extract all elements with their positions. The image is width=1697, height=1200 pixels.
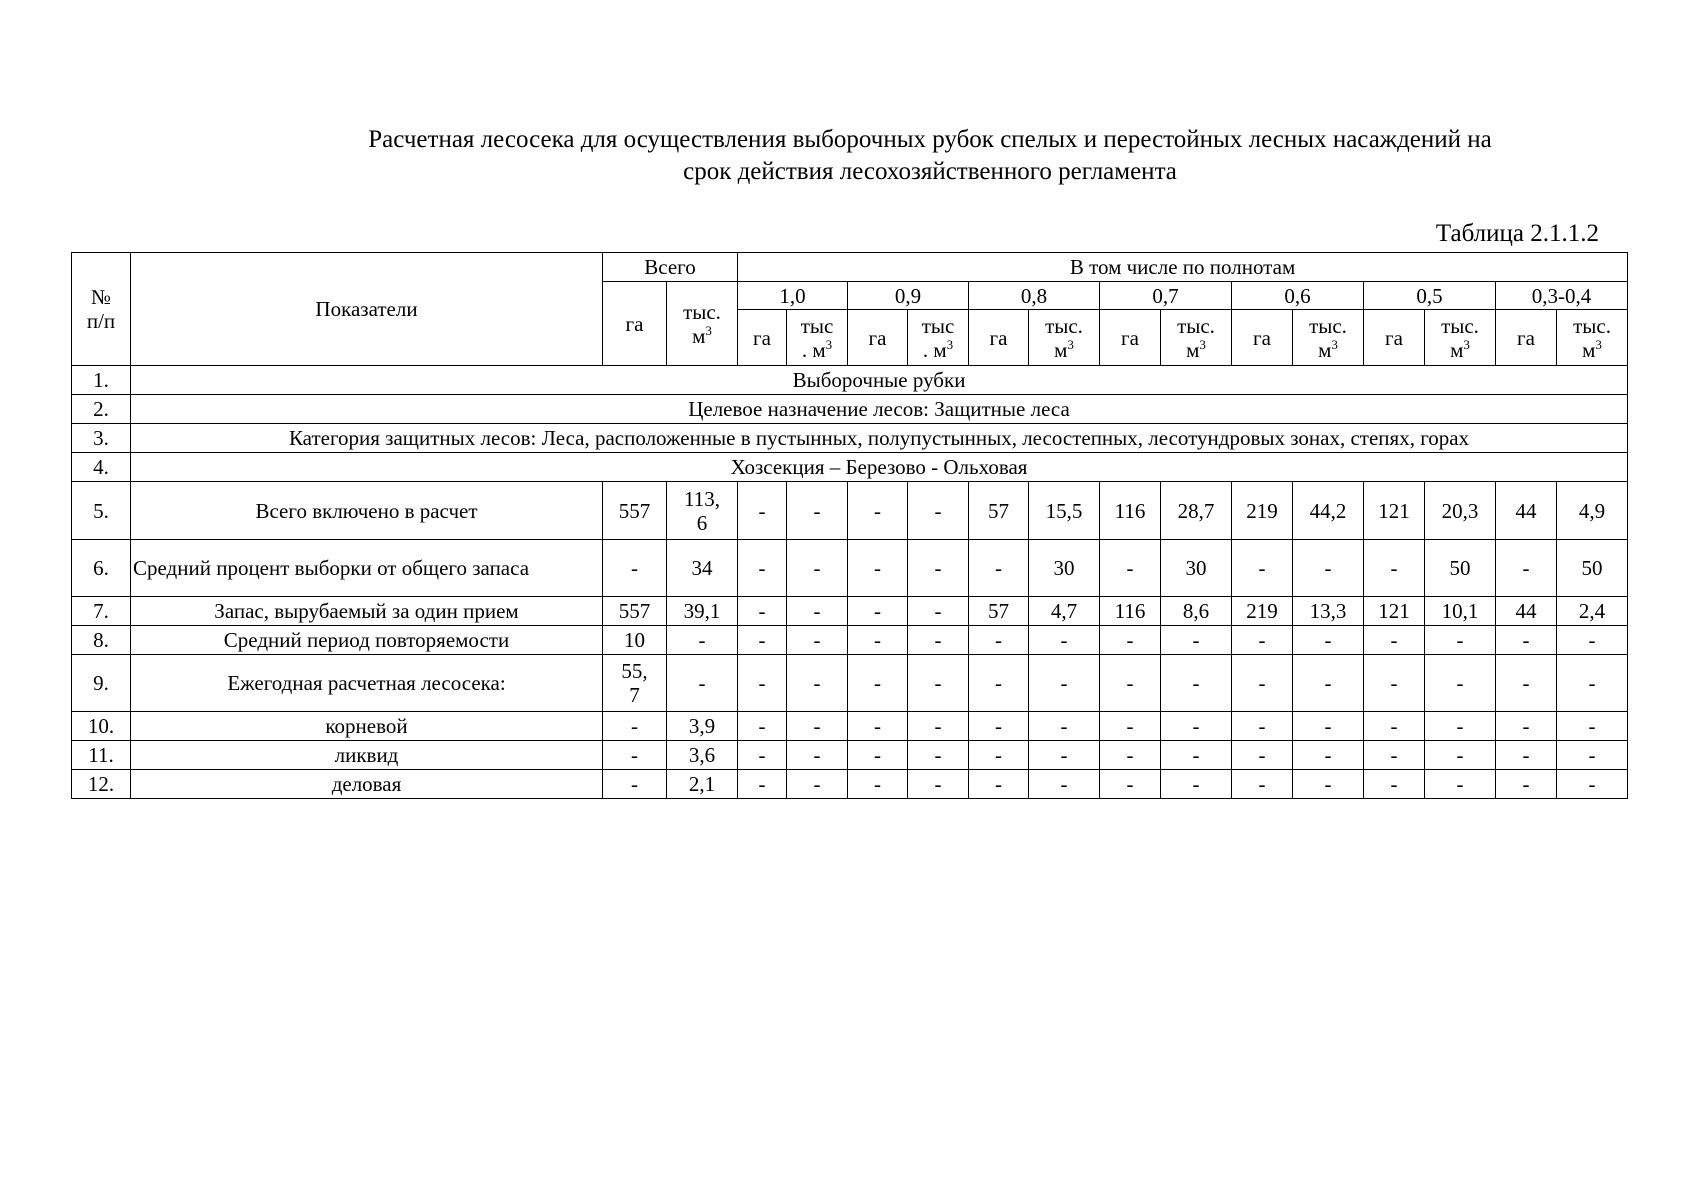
data-cell: -: [787, 741, 848, 770]
row-number: 7.: [72, 597, 131, 626]
data-cell: -: [1293, 540, 1364, 597]
data-cell: -: [738, 655, 787, 712]
sub-sup: 3: [1067, 336, 1074, 352]
sub-volume: [1293, 310, 1364, 366]
data-cell: -: [1161, 741, 1232, 770]
section-row: [72, 366, 1628, 395]
data-cell: -: [787, 540, 848, 597]
row-label: деловая: [131, 770, 603, 799]
data-cell: -: [1364, 540, 1425, 597]
group-4: 0,7: [1100, 282, 1232, 310]
data-cell: -: [1496, 770, 1557, 799]
data-cell: -: [969, 626, 1029, 655]
table-row: [72, 597, 1628, 626]
data-cell: 219: [1232, 597, 1293, 626]
data-cell: -: [1029, 655, 1100, 712]
data-cell: -: [738, 597, 787, 626]
row-label: Всего включено в расчет: [131, 482, 603, 540]
sub-tys: тыс.: [1573, 313, 1611, 338]
data-cell: -: [1364, 655, 1425, 712]
data-cell: -: [1161, 770, 1232, 799]
header-num: [72, 253, 131, 366]
data-cell: -: [1364, 770, 1425, 799]
row-number: 5.: [72, 482, 131, 540]
sub-m: м: [1450, 337, 1464, 362]
data-cell: -: [1364, 712, 1425, 741]
sub-ga: га: [969, 310, 1029, 366]
header-num-line1: №: [90, 285, 112, 309]
header-including: В том числе по полнотам: [738, 253, 1628, 282]
table-row: [72, 712, 1628, 741]
data-cell: -: [667, 655, 738, 712]
row-number: 1.: [72, 366, 131, 395]
header-unit-tys: тыс.: [683, 299, 721, 324]
sub-volume: [1425, 310, 1496, 366]
table-row: [72, 655, 1628, 712]
data-cell: 44,2: [1293, 482, 1364, 540]
section-row: [72, 453, 1628, 482]
data-cell: -: [1425, 655, 1496, 712]
data-cell: -: [1496, 626, 1557, 655]
data-cell: 8,6: [1161, 597, 1232, 626]
data-cell: -: [848, 712, 908, 741]
sub-volume: [1161, 310, 1232, 366]
sub-volume: [1029, 310, 1100, 366]
data-cell: 4,9: [1557, 482, 1628, 540]
data-cell: 44: [1496, 482, 1557, 540]
data-cell: -: [908, 770, 969, 799]
title-line-2: срок действия лесохозяйственного регламента: [683, 158, 1177, 185]
group-1: 1,0: [738, 282, 848, 310]
data-cell: -: [1557, 741, 1628, 770]
sub-m: м: [1582, 337, 1596, 362]
sub-sup: 3: [946, 336, 954, 352]
data-cell: 20,3: [1425, 482, 1496, 540]
data-cell: 30: [1029, 540, 1100, 597]
data-cell: -: [738, 712, 787, 741]
data-cell: 10: [603, 626, 667, 655]
data-cell: -: [1425, 626, 1496, 655]
data-cell: -: [787, 770, 848, 799]
data-cell: 39,1: [667, 597, 738, 626]
data-cell: 219: [1232, 482, 1293, 540]
data-cell: -: [969, 741, 1029, 770]
data-cell: 50: [1425, 540, 1496, 597]
table-row: [72, 770, 1628, 799]
section-title: Целевое назначение лесов: Защитные леса: [131, 395, 1628, 424]
data-cell: -: [969, 712, 1029, 741]
sub-volume: [908, 310, 969, 366]
data-cell: -: [1293, 655, 1364, 712]
table-row: [72, 741, 1628, 770]
section-row: [72, 424, 1628, 453]
sub-tys: тыс.: [1309, 313, 1347, 338]
row-number: 9.: [72, 655, 131, 712]
data-cell: -: [1161, 655, 1232, 712]
data-cell: -: [1161, 626, 1232, 655]
data-cell: -: [1557, 655, 1628, 712]
row-label: Средний период повторяемости: [131, 626, 603, 655]
data-cell: -: [738, 540, 787, 597]
group-2: 0,9: [848, 282, 969, 310]
row-label: Запас, вырубаемый за один прием: [131, 597, 603, 626]
data-cell: 57: [969, 597, 1029, 626]
sub-tys: тыс: [800, 313, 834, 338]
group-7: 0,3-0,4: [1496, 282, 1628, 310]
section-title: Хозсекция – Березово - Ольховая: [131, 453, 1628, 482]
data-cell: 4,7: [1029, 597, 1100, 626]
data-cell: 3,6: [667, 741, 738, 770]
data-cell: -: [848, 626, 908, 655]
data-cell: 57: [969, 482, 1029, 540]
data-cell: -: [1100, 626, 1161, 655]
data-cell: -: [1161, 712, 1232, 741]
header-unit-m: м: [692, 323, 706, 348]
row-label: Ежегодная расчетная лесосека:: [131, 655, 603, 712]
data-cell: -: [1496, 741, 1557, 770]
data-cell: 2,1: [667, 770, 738, 799]
data-cell: 28,7: [1161, 482, 1232, 540]
row-number: 4.: [72, 453, 131, 482]
header-indicators: Показатели: [131, 253, 603, 366]
data-cell: -: [848, 482, 908, 540]
table-caption: Таблица 2.1.1.2: [1435, 220, 1599, 247]
data-cell: 121: [1364, 482, 1425, 540]
data-cell: -: [787, 482, 848, 540]
data-cell: -: [908, 540, 969, 597]
data-cell: -: [667, 626, 738, 655]
data-cell: 2,4: [1557, 597, 1628, 626]
sub-volume: [787, 310, 848, 366]
sub-m: м: [1318, 337, 1332, 362]
header-total-ga: га: [603, 282, 667, 366]
group-5: 0,6: [1232, 282, 1364, 310]
data-cell: -: [1029, 741, 1100, 770]
data-cell: -: [738, 770, 787, 799]
document-title: [260, 124, 1600, 188]
data-cell: -: [1029, 626, 1100, 655]
data-cell: -: [848, 540, 908, 597]
sub-ga: га: [1496, 310, 1557, 366]
data-cell: 557: [603, 597, 667, 626]
data-cell: -: [738, 741, 787, 770]
sub-tys: тыс.: [1441, 313, 1479, 338]
table-row: [72, 626, 1628, 655]
title-line-1: Расчетная лесосека для осуществления выборочных рубок спелых и перестойных лесных насаждений на: [368, 126, 1492, 153]
data-cell: -: [738, 626, 787, 655]
table-row: [72, 540, 1628, 597]
data-cell: 3,9: [667, 712, 738, 741]
sub-tys: тыс.: [1045, 313, 1083, 338]
data-cell: -: [603, 741, 667, 770]
data-cell: -: [908, 741, 969, 770]
data-cell: 10,1: [1425, 597, 1496, 626]
data-cell: -: [1100, 540, 1161, 597]
data-cell: -: [1364, 626, 1425, 655]
row-number: 10.: [72, 712, 131, 741]
data-cell: -: [1232, 712, 1293, 741]
data-cell: -: [908, 626, 969, 655]
sub-sup: 3: [1595, 336, 1602, 352]
sub-sup: 3: [825, 336, 833, 352]
row-number: 6.: [72, 540, 131, 597]
data-cell: -: [848, 741, 908, 770]
data-cell: 44: [1496, 597, 1557, 626]
row-number: 12.: [72, 770, 131, 799]
data-cell: -: [1557, 770, 1628, 799]
data-cell: -: [848, 770, 908, 799]
data-cell: 121: [1364, 597, 1425, 626]
data-cell: -: [1232, 770, 1293, 799]
data-cell: -: [1425, 770, 1496, 799]
data-cell: -: [1100, 741, 1161, 770]
data-cell: -: [603, 540, 667, 597]
data-cell: -: [738, 482, 787, 540]
sub-tys: тыс: [921, 313, 955, 338]
sub-ga: га: [738, 310, 787, 366]
group-6: 0,5: [1364, 282, 1496, 310]
row-number: 2.: [72, 395, 131, 424]
data-cell: 113, 6: [667, 482, 738, 540]
data-cell: -: [1293, 741, 1364, 770]
data-cell: -: [787, 597, 848, 626]
sub-m: м: [1054, 337, 1068, 362]
data-cell: 50: [1557, 540, 1628, 597]
data-cell: -: [787, 626, 848, 655]
data-cell: -: [787, 712, 848, 741]
data-cell: -: [908, 482, 969, 540]
data-cell: -: [603, 712, 667, 741]
data-cell: -: [1364, 741, 1425, 770]
data-cell: -: [1293, 770, 1364, 799]
header-num-line2: п/п: [86, 309, 116, 333]
data-cell: -: [1293, 712, 1364, 741]
row-number: 8.: [72, 626, 131, 655]
sub-tys: тыс.: [1177, 313, 1215, 338]
data-cell: -: [969, 540, 1029, 597]
sub-m: . м: [801, 337, 826, 362]
data-cell: -: [848, 655, 908, 712]
data-cell: -: [787, 655, 848, 712]
row-number: 11.: [72, 741, 131, 770]
sub-ga: га: [848, 310, 908, 366]
data-cell: -: [1100, 655, 1161, 712]
row-number: 3.: [72, 424, 131, 453]
data-cell: -: [603, 770, 667, 799]
data-cell: -: [1100, 770, 1161, 799]
section-title: Категория защитных лесов: Леса, расположенные в пустынных, полупустынных, лесостепных, лесотундровых зонах, степях, горах: [131, 424, 1628, 453]
sub-m: . м: [922, 337, 947, 362]
header-total-volume: [667, 282, 738, 366]
sub-ga: га: [1364, 310, 1425, 366]
sub-ga: га: [1232, 310, 1293, 366]
data-cell: -: [1425, 712, 1496, 741]
group-3: 0,8: [969, 282, 1100, 310]
data-cell: -: [1029, 770, 1100, 799]
section-title: Выборочные рубки: [131, 366, 1628, 395]
row-label: Средний процент выборки от общего запаса: [131, 540, 603, 597]
data-cell: -: [908, 597, 969, 626]
data-cell: 55, 7: [603, 655, 667, 712]
data-cell: 13,3: [1293, 597, 1364, 626]
data-cell: 34: [667, 540, 738, 597]
data-cell: -: [1496, 712, 1557, 741]
table-row: [72, 482, 1628, 540]
data-cell: -: [1496, 540, 1557, 597]
data-cell: -: [969, 770, 1029, 799]
sub-ga: га: [1100, 310, 1161, 366]
data-cell: -: [908, 655, 969, 712]
row-label: корневой: [131, 712, 603, 741]
data-cell: -: [1293, 626, 1364, 655]
row-label: ликвид: [131, 741, 603, 770]
data-cell: -: [1557, 626, 1628, 655]
data-cell: -: [908, 712, 969, 741]
sub-sup: 3: [1463, 336, 1470, 352]
data-cell: -: [1232, 741, 1293, 770]
data-cell: -: [1496, 655, 1557, 712]
data-cell: -: [1557, 712, 1628, 741]
sub-sup: 3: [1199, 336, 1206, 352]
data-cell: 15,5: [1029, 482, 1100, 540]
section-row: [72, 395, 1628, 424]
data-cell: -: [848, 597, 908, 626]
data-cell: -: [969, 655, 1029, 712]
sub-volume: [1557, 310, 1628, 366]
forest-cutting-table: [71, 252, 1628, 799]
data-cell: -: [1232, 626, 1293, 655]
data-cell: 30: [1161, 540, 1232, 597]
data-cell: -: [1100, 712, 1161, 741]
data-cell: -: [1029, 712, 1100, 741]
sub-sup: 3: [1331, 336, 1338, 352]
header-row-1: [72, 253, 1628, 282]
data-cell: -: [1425, 741, 1496, 770]
data-cell: -: [1232, 655, 1293, 712]
sub-m: м: [1186, 337, 1200, 362]
data-cell: 116: [1100, 482, 1161, 540]
header-unit-sup: 3: [705, 322, 712, 338]
header-total: Всего: [603, 253, 738, 282]
data-cell: -: [1232, 540, 1293, 597]
data-cell: 116: [1100, 597, 1161, 626]
data-cell: 557: [603, 482, 667, 540]
